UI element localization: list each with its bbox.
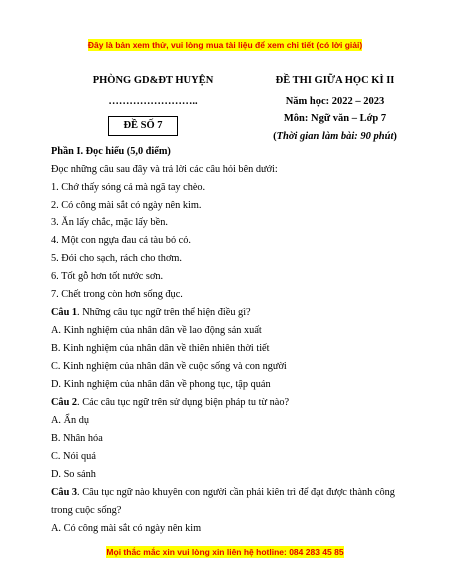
proverb-item: 7. Chết trong còn hơn sống đục.: [51, 289, 183, 300]
school-year: Năm học: 2022 – 2023: [285, 96, 385, 107]
q2-option-c: C. Nói quá: [51, 451, 96, 462]
department-title: PHÒNG GD&ĐT HUYỆN: [92, 75, 214, 86]
exam-code-box: ĐỀ SỐ 7: [108, 116, 178, 136]
question-2: Câu 2. Các câu tục ngữ trên sử dụng biện pháp tu từ nào?: [51, 397, 290, 408]
q2-option-a: A. Ẩn dụ: [51, 415, 90, 426]
instruction: Đọc những câu sau đây và trả lời các câu hỏi bên dưới:: [51, 164, 278, 175]
time-limit: (Thời gian làm bài: 90 phút): [273, 131, 397, 142]
q1-option-d: D. Kinh nghiệm của nhân dân về phong tục, tập quán: [51, 379, 271, 390]
q1-option-c: C. Kinh nghiệm của nhân dân về cuộc sống và con người: [51, 361, 287, 372]
q2-option-b: B. Nhân hóa: [51, 433, 103, 444]
district-placeholder: ……………………..: [108, 96, 198, 107]
question-1: Câu 1. Những câu tục ngữ trên thể hiện điều gì?: [51, 307, 251, 318]
q2-option-d: D. So sánh: [51, 469, 96, 480]
q1-option-b: B. Kinh nghiệm của nhân dân về thiên nhiên thời tiết: [51, 343, 270, 354]
hotline-banner: Mọi thắc mắc xin vui lòng xin liên hệ hotline: 084 283 45 85: [106, 547, 344, 557]
proverb-item: 1. Chớ thấy sóng cả mà ngã tay chèo.: [51, 182, 206, 193]
proverb-item: 5. Đói cho sạch, rách cho thơm.: [51, 253, 182, 264]
proverb-item: 3. Ăn lấy chắc, mặc lấy bền.: [51, 217, 168, 228]
proverb-item: 2. Có công mài sắt có ngày nên kim.: [51, 200, 202, 211]
question-3: Câu 3. Câu tục ngữ nào khuyên con người cần phải kiên trì để đạt được thành công: [51, 487, 395, 498]
part1-title: Phần I. Đọc hiểu (5,0 điểm): [51, 146, 171, 157]
proverb-item: 6. Tốt gỗ hơn tốt nước sơn.: [51, 271, 164, 282]
proverb-item: 4. Một con ngựa đau cả tàu bỏ cỏ.: [51, 235, 191, 246]
question-3-continuation: trong cuộc sống?: [51, 505, 122, 516]
subject-line: Môn: Ngữ văn – Lớp 7: [283, 113, 387, 124]
exam-title: ĐỀ THI GIỮA HỌC KÌ II: [275, 75, 395, 86]
q1-option-a: A. Kinh nghiệm của nhân dân về lao động sản xuất: [51, 325, 262, 336]
q3-option-a: A. Có công mài sắt có ngày nên kim: [51, 523, 202, 534]
preview-notice-banner: Đây là bản xem thử, vui lòng mua tài liệu để xem chi tiết (có lời giải): [87, 40, 363, 50]
